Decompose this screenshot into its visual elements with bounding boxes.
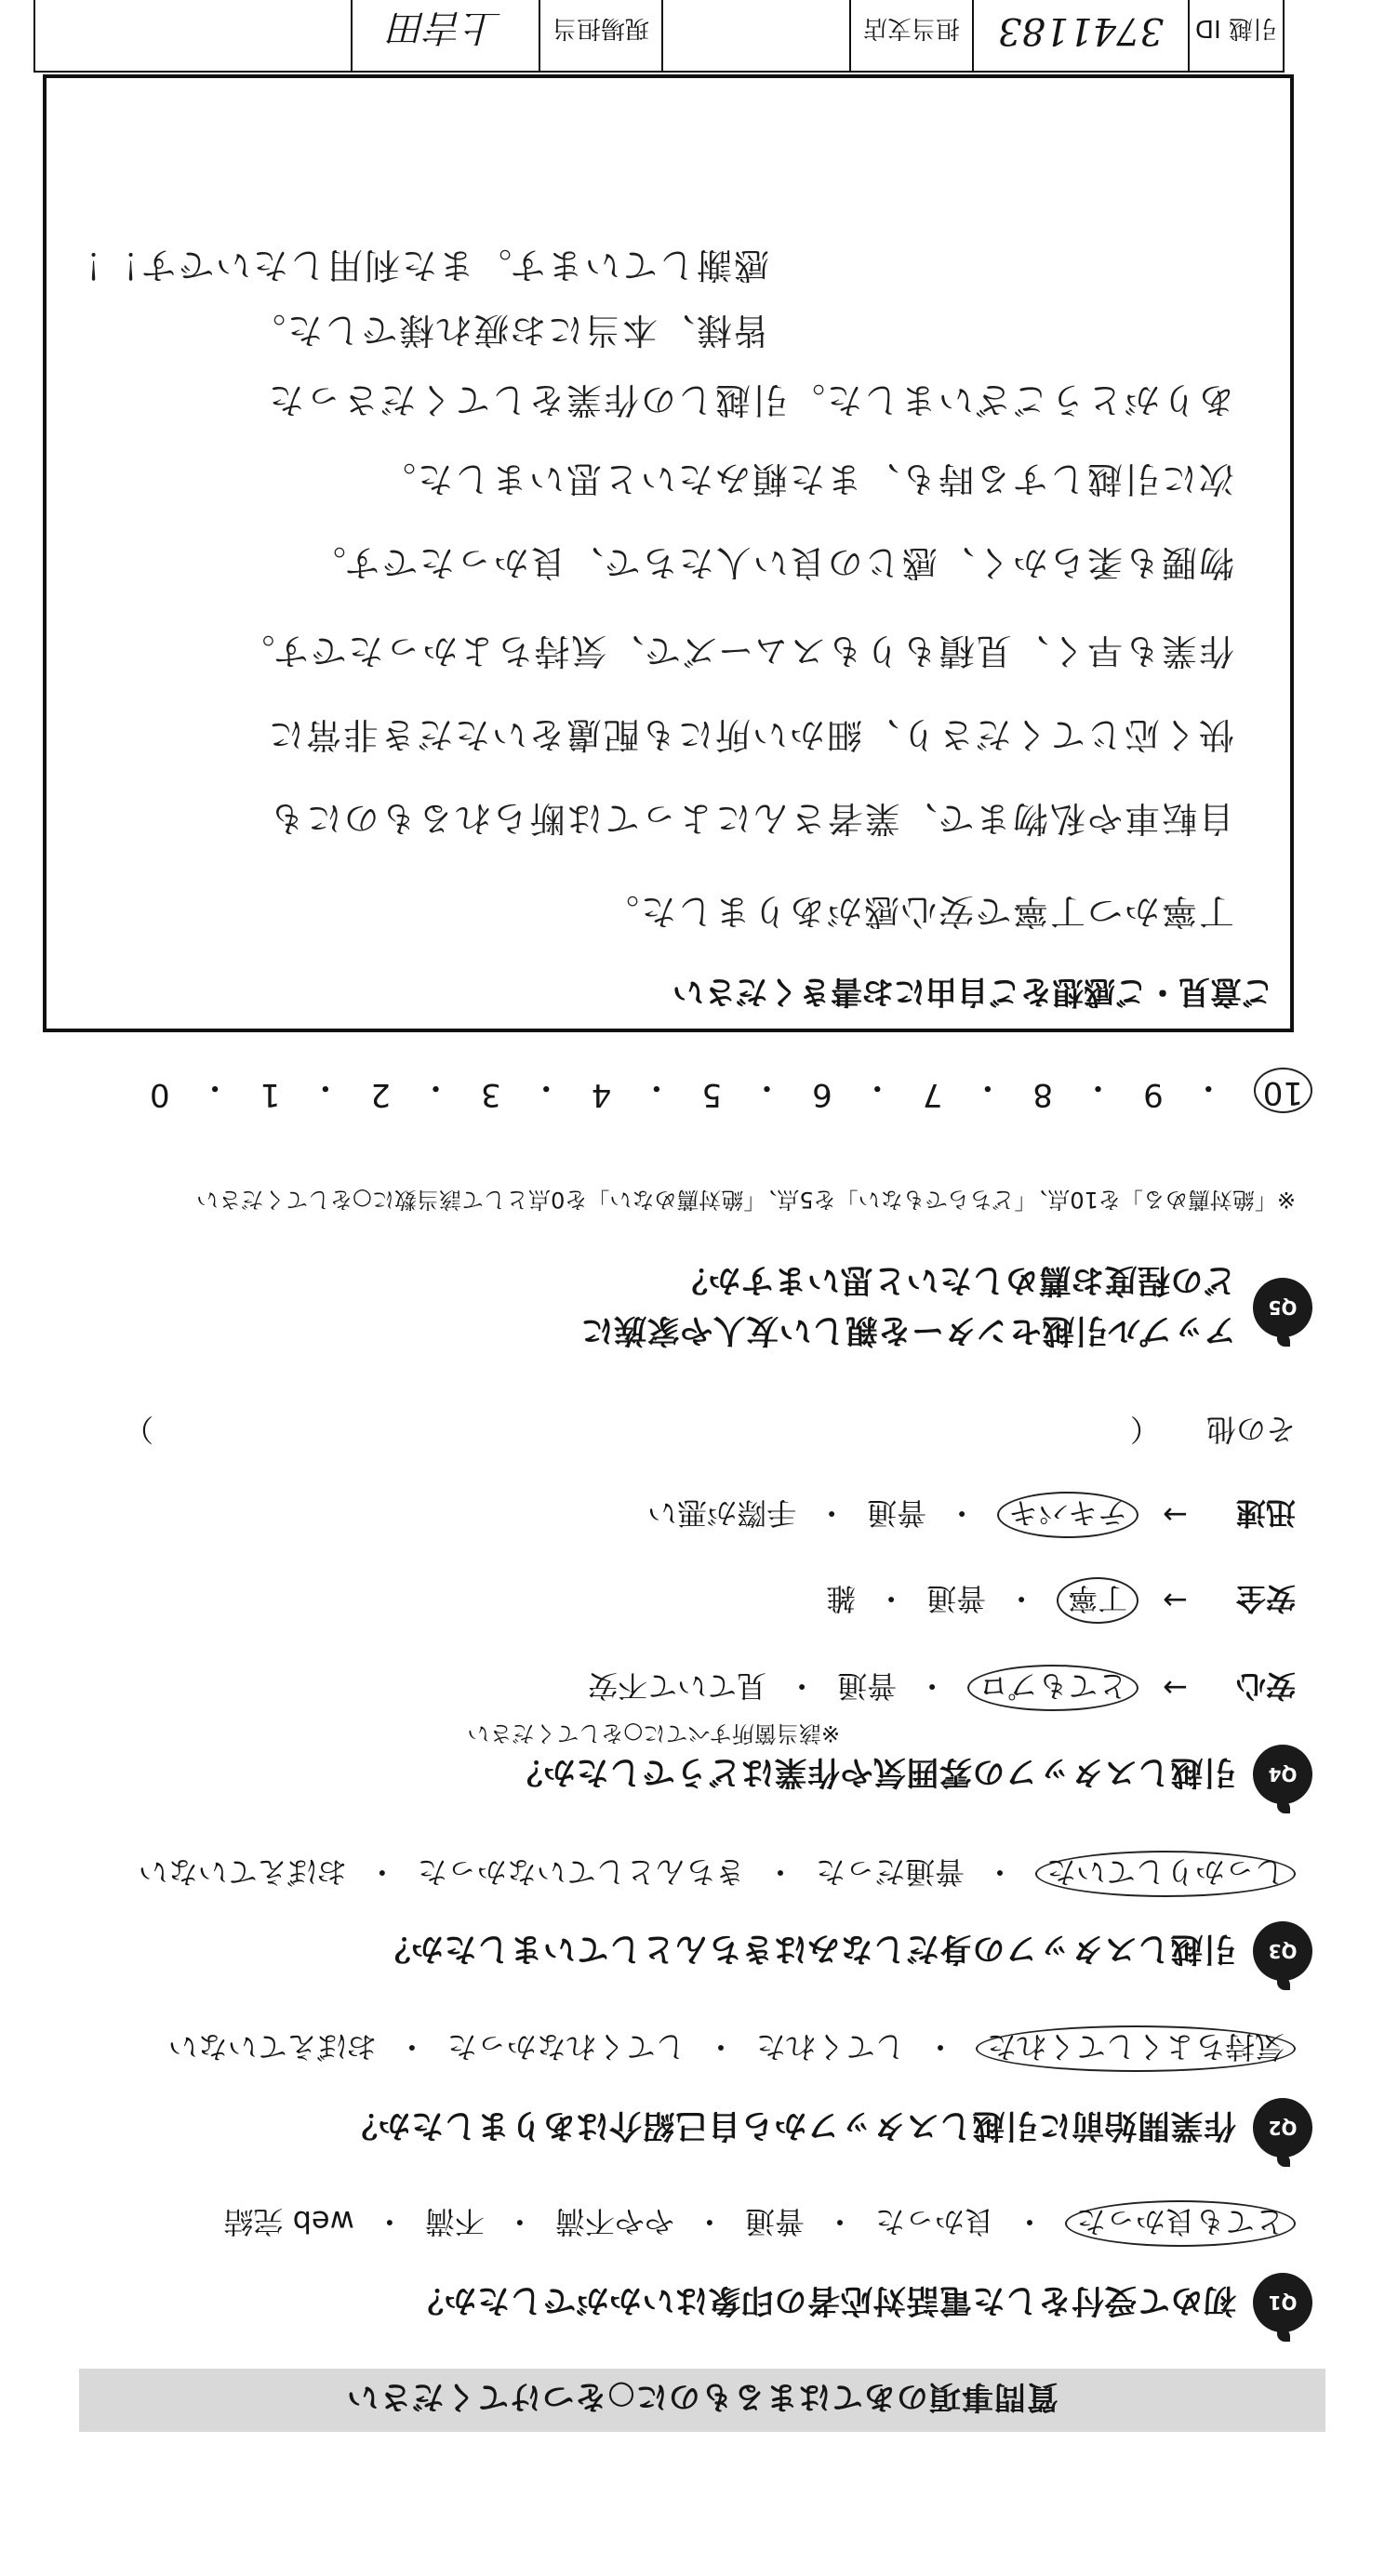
q1-badge-icon [1253,2273,1312,2332]
q2-option-did-not[interactable]: してくれなかった [446,2029,686,2065]
q5-text-line2: どの程度お薦めしたいと思いますか？ [674,1261,1236,1298]
q3-option-neat[interactable]: しっかりしていた [1035,1851,1296,1897]
q5-scale-6[interactable]: 6 [812,1076,832,1113]
q1-option-dissatisfied[interactable]: 不満 [424,2204,485,2239]
q2-badge-icon [1253,2098,1312,2158]
q5-scale-5[interactable]: 5 [701,1076,723,1113]
q5-scale: 10 ・ 9 ・ 8 ・ 7 ・ 6 ・ 5 ・ 4 ・ 3 ・ 2 ・ 1 ・ 0 [150,1068,1312,1113]
branch-label: 担当支店 [849,0,972,71]
q1-badge-label: Q1 [1268,2291,1298,2314]
q3-option-dont-remember[interactable]: おぼえていない [138,1854,347,1890]
q2-option-did[interactable]: してくれた [755,2029,905,2065]
comment-line: 作業も早く、見積もりもスムーズで、気持ちよかったです。 [237,631,1234,671]
question-4 [510,1745,1312,1804]
blank-cell [35,0,351,71]
q4-badge-label: Q4 [1268,1763,1298,1786]
q1-option-slightly-dissatisfied[interactable]: やや不満 [554,2204,674,2239]
right-arrow-icon: → [1163,1670,1188,1706]
q4-anshin-option-normal[interactable]: 普通 [837,1668,898,1704]
q4-anzen-option-rough[interactable]: 雑 [826,1581,857,1616]
q4-row-anshin: 安心 → とてもプロ ・ 普通 ・ 見ていて不安 [588,1665,1296,1711]
q5-scale-10[interactable]: 10 [1254,1068,1312,1113]
q2-badge-label: Q2 [1268,2117,1298,2139]
q2-text: 作業開始前に引越しスタッフから自己紹介はありましたか？ [344,2106,1236,2144]
q2-option-dont-remember[interactable]: おぼえていない [167,2029,377,2065]
question-5 [580,1259,1312,1356]
q4-other-open-paren: （ [1129,1412,1160,1447]
right-arrow-icon: → [1163,1583,1188,1618]
q5-note: ※「絶対薦める」を10点、「どちらでもない」を5点、「絶対薦めない」を0点として該当数に○をしてください [196,1187,1296,1213]
comment-line: 皆様、本当にお疲れ様でした。 [247,310,769,351]
leader-label: 現場担当 [539,0,661,71]
q5-scale-8[interactable]: 8 [1032,1076,1054,1113]
comment-box[interactable] [43,74,1294,1032]
q5-badge-label: Q5 [1268,1296,1298,1319]
q4-jinsoku-option-quick[interactable]: テキパキ [997,1492,1138,1538]
q1-option-very-good[interactable]: とても良かった [1065,2200,1296,2247]
q4-row-label: 安全 [1235,1581,1296,1616]
q1-option-good[interactable]: 良かった [874,2204,994,2239]
q2-option-pleasant[interactable]: 気持ちよくしてくれた [976,2025,1296,2072]
question-3 [378,1921,1312,1981]
comment-line: 自転車や私物まで、業者さんによっては断られるものにも [267,798,1234,839]
q4-badge-icon [1253,1745,1312,1804]
q1-options: とても良かった ・ 良かった ・ 普通 ・ やや不満 ・ 不満 ・ web 完結 [223,2200,1296,2247]
q4-row-other [68,1410,1296,1453]
q4-row-label: 安心 [1235,1668,1296,1704]
id-label: 引越 ID [1188,0,1283,71]
comment-line: 感謝しています。また利用したいです！！ [65,245,769,285]
q1-option-normal[interactable]: 普通 [744,2204,805,2239]
q4-jinsoku-option-normal[interactable]: 普通 [867,1495,927,1531]
comment-line: 快く応じてくださり、細かい所にも配慮をいただき非常に [266,714,1234,755]
instruction-header [79,2369,1325,2432]
q4-anshin-option-pro[interactable]: とてもプロ [967,1665,1138,1711]
comment-line: 物腰も柔らかく、感じの良い人たちで、良かったです。 [308,542,1234,583]
right-arrow-icon: → [1163,1497,1188,1533]
q3-options: しっかりしていた ・ 普通だった ・ きちんとしていなかった ・ おぼえていない [139,1851,1296,1897]
q4-text: 引越しスタッフの雰囲気や作業はどうでしたか？ [509,1753,1236,1790]
q2-options: 気持ちよくしてくれた ・ してくれた ・ してくれなかった ・ おぼえていない [168,2025,1296,2072]
q3-text: 引越しスタッフの身だしなみはきちんとしていましたか？ [377,1930,1236,1967]
leader-signature: 上吉田 [351,0,539,71]
comment-title: ご意見・ご感想をご自由にお書きください [672,973,1273,1010]
q4-row-jinsoku: 迅速 → テキパキ ・ 普通 ・ 手際が悪い [647,1492,1296,1538]
q4-jinsoku-option-clumsy[interactable]: 手際が悪い [647,1495,797,1531]
instruction-text: 質問事項のあてはまるものに○をつけてください [346,2378,1058,2416]
q5-badge-icon [1253,1278,1312,1337]
q4-row-label: 迅速 [1235,1495,1296,1531]
q5-scale-1[interactable]: 1 [260,1076,281,1113]
q1-text: 初めて受付をした電話対応者の印象はいかがでしたか？ [410,2281,1236,2318]
q1-option-web[interactable]: web 完結 [223,2204,354,2239]
q3-option-normal[interactable]: 普通だった [815,1854,965,1890]
comment-line: ありがとうございました。引越しの作業をしてくださった [266,379,1234,420]
q4-anzen-option-careful[interactable]: 丁寧 [1057,1577,1138,1624]
q4-anzen-option-normal[interactable]: 普通 [926,1581,987,1616]
q3-badge-label: Q3 [1268,1940,1298,1962]
id-value: 3741183 [972,0,1188,71]
q4-note: ※該当箇所すべてに○をしてください [467,1720,840,1746]
q3-badge-icon [1253,1921,1312,1981]
q5-scale-2[interactable]: 2 [370,1076,391,1113]
q4-anshin-option-uneasy[interactable]: 見ていて不安 [588,1668,767,1704]
question-2 [344,2098,1312,2158]
q5-text-line1: アップル引越センターを親しい友人や家族に [580,1311,1236,1348]
q4-other-label: その他 [1205,1412,1296,1447]
q5-scale-0[interactable]: 0 [150,1076,170,1113]
question-1 [410,2273,1312,2332]
q3-option-not-neat[interactable]: きちんとしていなかった [417,1854,745,1890]
q4-row-anzen: 安全 → 丁寧 ・ 普通 ・ 雑 [826,1577,1296,1624]
id-table [33,0,1285,73]
q5-scale-3[interactable]: 3 [481,1076,501,1113]
q5-scale-4[interactable]: 4 [591,1076,612,1113]
q5-scale-9[interactable]: 9 [1143,1076,1164,1113]
comment-line: 次に引越しする時も、また頼みたいと思いました。 [378,458,1234,499]
comment-line: 丁寧かつ丁寧で安心感がありました。 [601,891,1234,932]
q4-other-close-paren: ） [123,1412,153,1447]
q5-scale-7[interactable]: 7 [922,1076,943,1113]
branch-value[interactable] [661,0,849,71]
